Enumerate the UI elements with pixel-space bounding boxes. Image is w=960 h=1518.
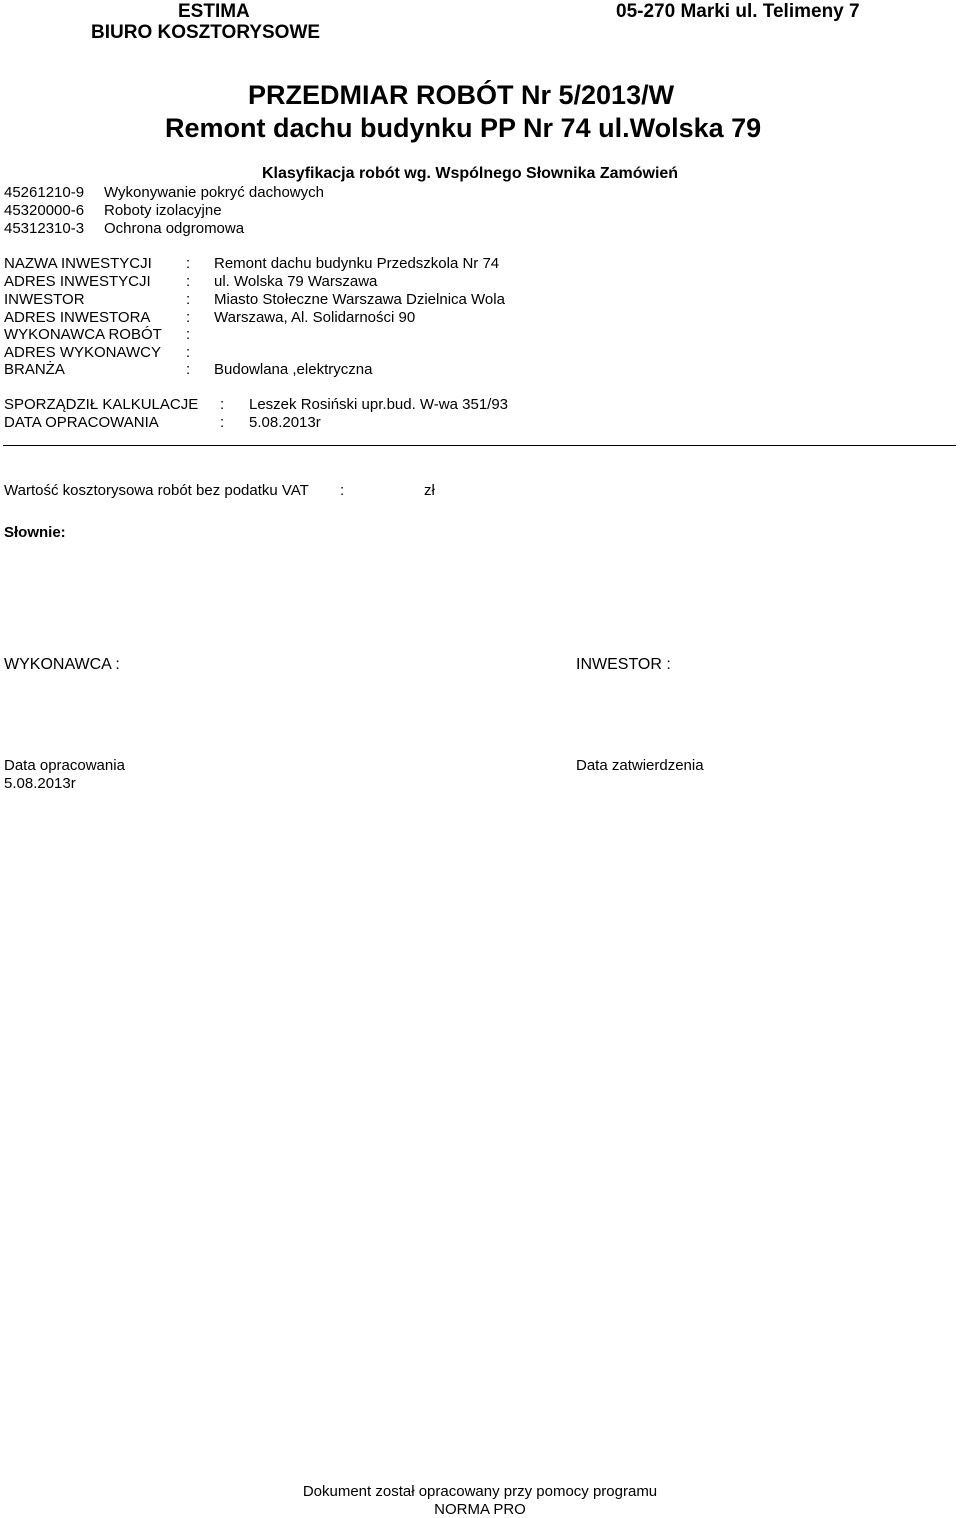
classification-code: 45312310-3 [4,220,85,237]
classification-code: 45261210-9 [4,184,85,201]
company-name: ESTIMA [178,1,250,22]
investor-label: INWESTOR : [576,656,671,673]
field-label: DATA OPRACOWANIA [4,414,159,431]
field-label: NAZWA INWESTYCJI [4,255,152,272]
document-subtitle: Remont dachu budynku PP Nr 74 ul.Wolska 79 [165,113,762,143]
field-label: WYKONAWCA ROBÓT [4,326,162,343]
field-value: Warszawa, Al. Solidarności 90 [214,309,416,326]
classification-name: Roboty izolacyjne [104,202,222,219]
company-address: 05-270 Marki ul. Telimeny 7 [616,1,860,22]
cost-separator: : [340,482,345,499]
approval-date-label: Data zatwierdzenia [576,757,704,774]
field-value: Remont dachu budynku Przedszkola Nr 74 [214,255,500,272]
field-value: Miasto Stołeczne Warszawa Dzielnica Wola [214,291,505,308]
cost-currency: zł [424,482,435,499]
field-separator: : [186,291,191,308]
classification-name: Wykonywanie pokryć dachowych [104,184,324,201]
field-separator: : [186,255,191,272]
field-separator: : [186,326,191,343]
prep-date-label: Data opracowania [4,757,125,774]
field-separator: : [186,361,191,378]
footer-program: NORMA PRO [434,1501,526,1518]
field-label: SPORZĄDZIŁ KALKULACJE [4,396,199,413]
field-value: 5.08.2013r [249,414,321,431]
field-label: ADRES WYKONAWCY [4,344,161,361]
field-label: ADRES INWESTORA [4,309,151,326]
field-label: BRANŻA [4,361,65,378]
contractor-label: WYKONAWCA : [4,656,120,673]
classification-code: 45320000-6 [4,202,85,219]
field-separator: : [220,396,225,413]
footer-note: Dokument został opracowany przy pomocy programu [302,1483,658,1500]
words-label: Słownie: [4,524,66,541]
field-separator: : [186,273,191,290]
field-separator: : [220,414,225,431]
field-separator: : [186,309,191,326]
company-subtitle: BIURO KOSZTORYSOWE [91,22,321,43]
field-value: Leszek Rosiński upr.bud. W-wa 351/93 [249,396,509,413]
classification-name: Ochrona odgromowa [104,220,245,237]
classification-heading: Klasyfikacja robót wg. Wspólnego Słownika Zamówień [262,165,679,182]
field-label: ADRES INWESTYCJI [4,273,151,290]
field-value: Budowlana ,elektryczna [214,361,373,378]
field-label: INWESTOR [4,291,85,308]
cost-label: Wartość kosztorysowa robót bez podatku VAT [4,482,309,499]
section-divider [3,445,956,446]
field-separator: : [186,344,191,361]
document-title: PRZEDMIAR ROBÓT Nr 5/2013/W [248,80,675,110]
prep-date-value: 5.08.2013r [4,775,76,792]
field-value: ul. Wolska 79 Warszawa [214,273,378,290]
